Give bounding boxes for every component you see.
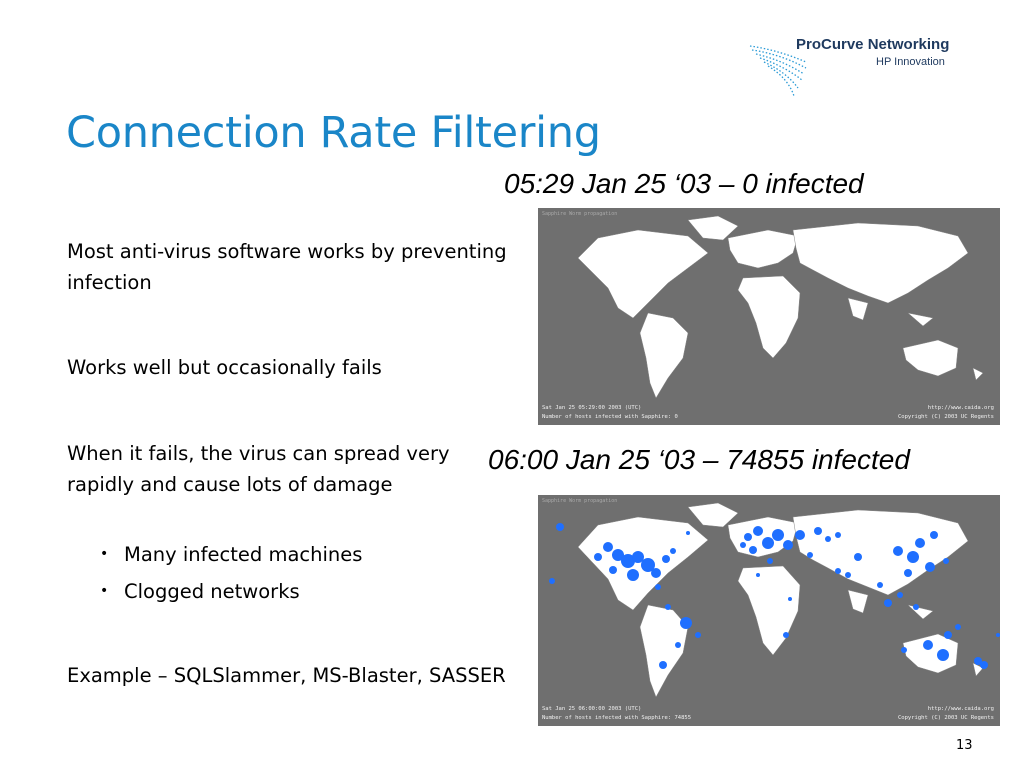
bullet-dot-icon: • <box>100 546 109 562</box>
bullet-item <box>100 573 362 610</box>
map-source-url: http://www.caida.org <box>927 706 994 712</box>
world-map-after <box>538 495 1000 726</box>
map-header: Sapphire Worm propagation <box>542 498 618 504</box>
map-after-caption: 06:00 Jan 25 ‘03 – 74855 infected <box>488 444 910 475</box>
procurve-logo <box>748 32 988 102</box>
world-map-land-icon <box>538 495 1000 726</box>
bullet-dot-icon: • <box>100 583 109 599</box>
bullet-text: Many infected machines <box>124 543 363 566</box>
paragraph-works-well: Works well but occasionally fails <box>67 356 382 379</box>
bullet-list <box>100 536 362 610</box>
slide-title: Connection Rate Filtering <box>66 108 601 158</box>
brand-tagline: HP Innovation <box>876 56 945 68</box>
map-timestamp: Sat Jan 25 06:00:00 2003 (UTC) <box>542 706 642 712</box>
bullet-text: Clogged networks <box>124 580 300 603</box>
map-before-caption: 05:29 Jan 25 ‘03 – 0 infected <box>504 168 864 199</box>
map-timestamp: Sat Jan 25 05:29:00 2003 (UTC) <box>542 405 642 411</box>
map-copyright: Copyright (C) 2003 UC Regents <box>897 414 994 420</box>
brand-name: ProCurve Networking <box>796 36 950 53</box>
map-header: Sapphire Worm propagation <box>542 211 618 217</box>
map-infected-count: Number of hosts infected with Sapphire: 0 <box>542 414 678 420</box>
paragraph-antivirus: Most anti-virus software works by preventing infection <box>67 240 507 294</box>
map-infected-count: Number of hosts infected with Sapphire: 74855 <box>542 715 692 721</box>
map-copyright: Copyright (C) 2003 UC Regents <box>897 715 994 721</box>
map-source-url: http://www.caida.org <box>927 405 994 411</box>
world-map-before <box>538 208 1000 425</box>
paragraph-example: Example – SQLSlammer, MS-Blaster, SASSER <box>67 664 506 687</box>
world-map-land-icon <box>538 208 1000 425</box>
bullet-item <box>100 536 362 573</box>
page-number: 13 <box>956 738 973 753</box>
paragraph-when-fails: When it fails, the virus can spread very rapidly and cause lots of damage <box>67 442 450 496</box>
